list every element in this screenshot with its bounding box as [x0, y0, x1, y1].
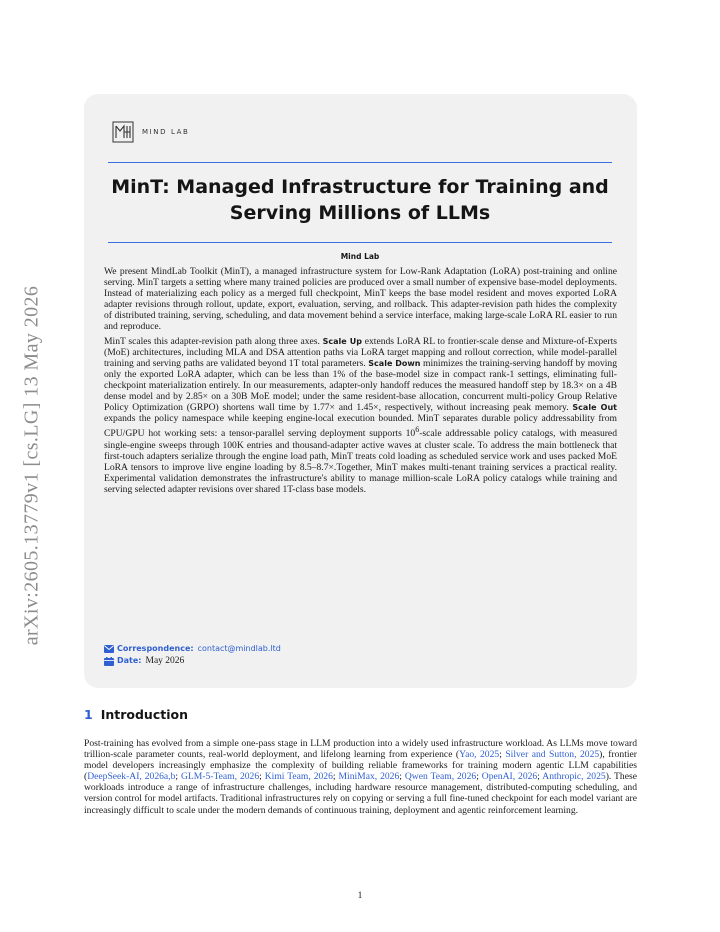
intro-text: ; — [499, 749, 506, 761]
section-number: 1 — [84, 707, 93, 722]
date-row — [104, 655, 281, 667]
citation-link[interactable]: Kimi Team, 2026 — [264, 771, 333, 783]
envelope-icon — [104, 645, 114, 653]
logo-text: MIND LAB — [142, 128, 190, 136]
keyword-scale-up: Scale Up — [322, 336, 363, 346]
arxiv-id: arXiv:2605.13779v1 [cs.LG] 13 May 2026 — [20, 285, 43, 645]
keyword-scale-down: Scale Down — [368, 358, 421, 368]
abstract-text: expands the policy namespace while keeping engine-local execution bounded. MinT separates durable policy addressability from CPU/GPU hot working sets: a tensor-parallel serving deployment supports 10 — [104, 413, 617, 440]
citation-link[interactable]: Anthropic, 2025 — [542, 771, 606, 783]
calendar-icon — [104, 657, 114, 666]
citation-link[interactable]: Silver and Sutton, 2025 — [505, 749, 600, 761]
intro-text: ; — [476, 771, 482, 783]
keyword-scale-out: Scale Out — [572, 403, 617, 413]
top-rule — [108, 162, 612, 163]
intro-text: ; — [175, 771, 181, 783]
intro-text: ; — [399, 771, 405, 783]
citation-link[interactable]: MiniMax, 2026 — [338, 771, 400, 783]
section-title: Introduction — [100, 707, 188, 722]
intro-text: Post-training has evolved from a simple one-pass stage in LLM production into a widely used infrastructure workload. As LLMs move toward trillion-scale parameter counts, real-world deployment, and lifelong learning from experience ( — [84, 738, 637, 761]
date-label: Date: — [117, 656, 142, 665]
page-number: 1 — [357, 891, 363, 901]
abstract-text: minimizes the training-serving handoff by moving only the exported LoRA adapter, which can be less than 1% of the base-model size in compact rank-1 settings, eliminating full-checkpoint materialization entirely. In our measurements, adapter-only handoff reduces the measured handoff step by 18.3× on a 4B dense model and by 2.85× on a 30B MoE model; under the same resident-base allocation, concurrent multi-policy Group Relative Policy Optimization (GRPO) shortens wall time by 1.77× and 1.45×, respectively, without increasing peak memory. — [104, 357, 618, 414]
author: Mind Lab — [340, 252, 380, 261]
citation-link[interactable]: Qwen Team, 2026 — [404, 771, 477, 783]
abstract-paragraph-1: We present MindLab Toolkit (MinT), a managed infrastructure system for Low-Rank Adaptation (LoRA) post-training and online serving. MinT targets a setting where many trained policies are produced over a small number of expensive base-model deployments. Instead of materializing each policy as a merged full checkpoint, MinT keeps the base model resident and moves exported LoRA adapter revisions through rollout, update, export, evaluation, serving, and rollback. This adapter-revision path hides the complexity of distributed training, serving, scheduling, and data movement behind a service interface, making large-scale LoRA RL easier to run and reproduce. — [104, 266, 617, 333]
paper-metadata — [104, 643, 281, 667]
intro-paragraph — [84, 738, 637, 816]
intro-text: ). These workloads introduce a range of infrastructure challenges, including hardware resource management, distributed-computing scheduling, and version control for model artifacts. Traditional infrastructures rely on copying or serving a full fine-tuned checkpoint for each model variant are increasingly difficult to scale under the modern demands of continuous training, deployment and agentic reinforcement learning. — [84, 771, 637, 816]
correspondence-label: Correspondence: — [117, 644, 194, 653]
abstract-paragraph-2 — [104, 336, 617, 496]
abstract — [104, 266, 617, 498]
intro-text: ; — [332, 771, 339, 783]
title-card — [84, 94, 637, 688]
citation-link[interactable]: DeepSeek-AI, 2026a,b — [87, 771, 176, 783]
citation-link[interactable]: OpenAI, 2026 — [481, 771, 538, 783]
bottom-rule — [108, 242, 612, 243]
correspondence-email[interactable]: contact@mindlab.ltd — [197, 644, 281, 653]
citation-link[interactable]: GLM-5-Team, 2026 — [180, 771, 260, 783]
mindlab-logo-icon — [112, 121, 134, 143]
intro-text: ; — [537, 771, 543, 783]
paper-title: MinT: Managed Infrastructure for Training and Serving Millions of LLMs — [111, 176, 609, 224]
arxiv-stamp — [14, 255, 50, 675]
section-heading — [84, 707, 188, 722]
intro-text: ), frontier model developers increasingly emphasize the complexity of building reliable frameworks for training modern agentic LLM capabilities ( — [84, 749, 638, 783]
abstract-text: extends LoRA RL to frontier-scale dense and Mixture-of-Experts (MoE) architectures, including MLA and DSA attention paths via LoRA target mapping and rollout correction, while model-parallel training and serving paths are validated beyond 1T total parameters. — [104, 335, 617, 369]
date-value: May 2026 — [145, 656, 185, 666]
citation-link[interactable]: Yao, 2025 — [459, 749, 500, 761]
abstract-text: -scale addressable policy catalogs, with measured single-engine sweeps through 100K entries and thousand-adapter active waves at cluster scale. To address the main bottleneck that first-touch adapters serialize through the engine load path, MinT treats cold loading as scheduled service work and uses packed MoE LoRA tensors to improve live engine loading by 8.5–8.7×.Together, MinT makes multi-tenant training services a practical reality. Experimental validation demonstrates the infrastructure's ability to manage million-scale LoRA policy catalogs while training and serving selected adapter revisions over shared 1T-class base models. — [104, 428, 617, 495]
correspondence-row — [104, 643, 281, 655]
abstract-text: MinT scales this adapter-revision path along three axes. — [104, 335, 320, 347]
logo — [112, 121, 189, 143]
intro-text: ; — [259, 771, 265, 783]
superscript: 6 — [415, 425, 420, 435]
